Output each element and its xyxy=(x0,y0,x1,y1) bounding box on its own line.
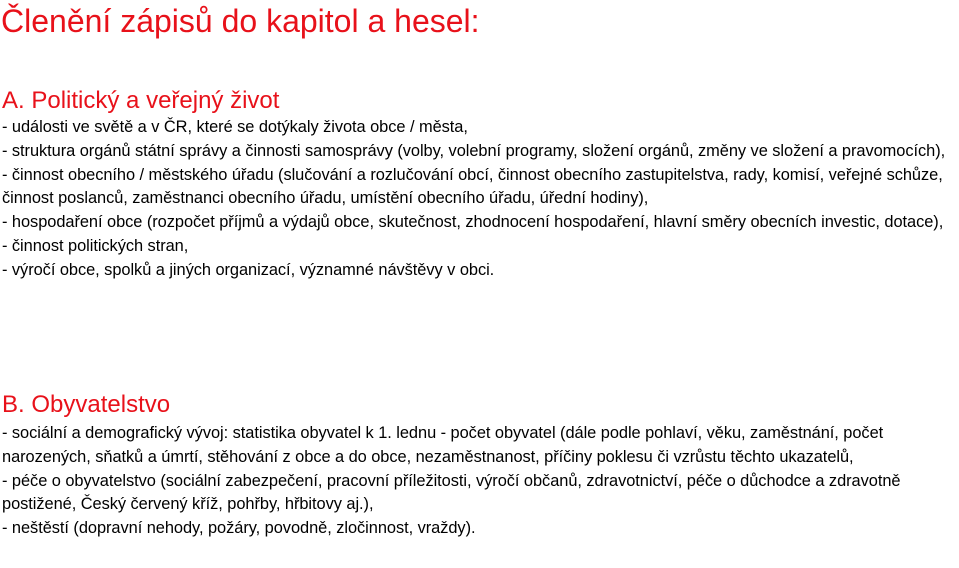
section-heading-prefix: A. xyxy=(2,87,25,114)
section-heading-text: Politický a veřejný život xyxy=(31,87,280,114)
page-title: Členění zápisů do kapitol a hesel: xyxy=(1,3,480,39)
list-item: - události ve světě a v ČR, které se dotýkaly života obce / města, xyxy=(2,118,468,136)
list-item: - činnost obecního / městského úřadu (slučování a rozlučování obcí, činnost obecního zastupitelstva, rady, komisí, veřejné schůze, činnost poslanců, zaměstnanci obecního úřadu, umístění obecního úřadu, úřední hodiny), xyxy=(2,165,943,208)
list-item: - hospodaření obce (rozpočet příjmů a výdajů obce, skutečnost, zhodnocení hospodaření, hlavní směry obecních investic, dotace), xyxy=(2,213,944,232)
section-political-life xyxy=(2,86,959,283)
section-heading xyxy=(2,390,959,420)
list-item: - struktura orgánů státní správy a činnosti samosprávy (volby, volební programy, složení orgánů, změny ve složení a pravomocích), xyxy=(2,141,946,160)
section-heading xyxy=(2,86,959,116)
section-item-list xyxy=(2,422,959,541)
section-heading-prefix: B. xyxy=(2,391,25,418)
section-item-list xyxy=(2,116,959,283)
section-heading-text: Obyvatelstvo xyxy=(31,391,171,418)
section-population xyxy=(2,390,959,541)
list-item: - sociální a demografický vývoj: statistika obyvatel k 1. lednu - počet obyvatel (dále podle pohlaví, věku, zaměstnání, počet narozených, sňatků a úmrtí, stěhování z obce a do obce, nezaměstnanost, příčiny poklesu či vzrůstu těchto ukazatelů, xyxy=(2,424,884,466)
list-item: - péče o obyvatelstvo (sociální zabezpečení, pracovní příležitosti, výročí občanů, zdravotnictví, péče o důchodce a zdravotně postižené, Český červený kříž, pohřby, hřbitovy aj.), xyxy=(2,471,901,514)
list-item: - činnost politických stran, xyxy=(2,236,189,255)
list-item: - výročí obce, spolků a jiných organizací, významné návštěvy v obci. xyxy=(2,260,495,279)
list-item: - neštěstí (dopravní nehody, požáry, povodně, zločinnost, vraždy). xyxy=(2,519,476,538)
